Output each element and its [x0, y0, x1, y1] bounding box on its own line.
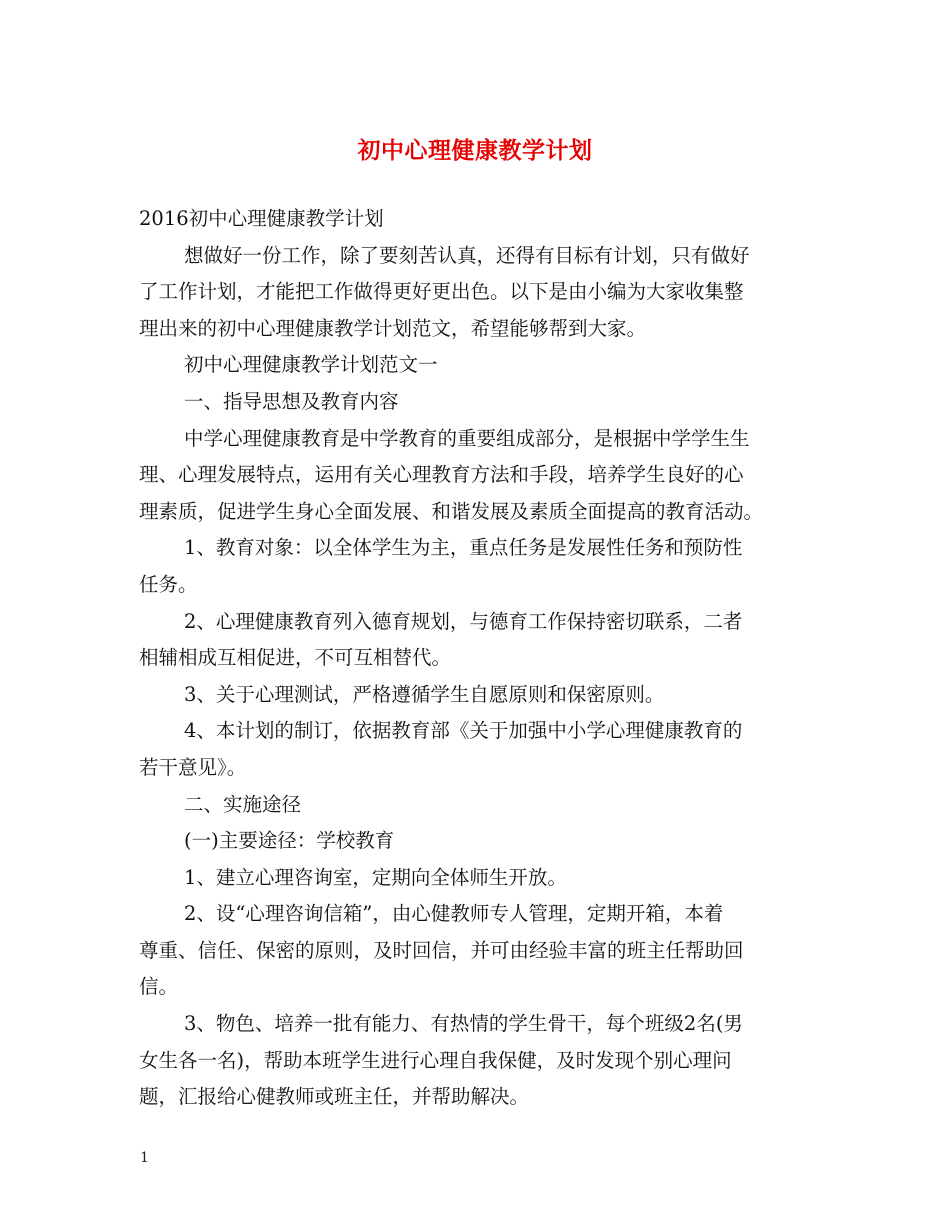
text-line: 理出来的初中心理健康教学计划范文，希望能够帮到大家。: [139, 316, 647, 340]
text-line: 想做好一份工作，除了要刻苦认真，还得有目标有计划，只有做好: [184, 243, 750, 267]
text-line: 4、本计划的制订，依据教育部《关于加强中小学心理健康教育的: [184, 719, 743, 743]
text-line: 女生各一名)，帮助本班学生进行心理自我保健，及时发现个别心理问: [139, 1048, 732, 1072]
document-body: [139, 201, 824, 1116]
text-line: 2、设“心理咨询信箱”，由心健教师专人管理，定期开箱，本着: [184, 902, 724, 926]
text-line: 二、实施途径: [184, 792, 302, 816]
text-line: 1、建立心理咨询室，定期向全体师生开放。: [184, 865, 567, 889]
text-line: (一)主要途径：学校教育: [184, 829, 395, 853]
text-line: 初中心理健康教学计划范文一: [184, 353, 438, 377]
text-line: 尊重、信任、保密的原则，及时回信，并可由经验丰富的班主任帮助回: [139, 938, 744, 962]
text-line: 了工作计划，才能把工作做得更好更出色。以下是由小编为大家收集整: [139, 280, 744, 304]
text-line: 中学心理健康教育是中学教育的重要组成部分，是根据中学学生生: [184, 426, 750, 450]
text-line: 任务。: [139, 572, 198, 596]
text-line: 题，汇报给心健教师或班主任，并帮助解决。: [139, 1085, 530, 1109]
text-line: 2016初中心理健康教学计划: [139, 207, 384, 230]
text-line: 3、关于心理测试，严格遵循学生自愿原则和保密原则。: [184, 682, 665, 706]
text-line: 3、物色、培养一批有能力、有热情的学生骨干，每个班级2名(男: [184, 1012, 743, 1036]
text-line: 理、心理发展特点，运用有关心理教育方法和手段，培养学生良好的心: [139, 463, 744, 487]
text-line: 1、教育对象：以全体学生为主，重点任务是发展性任务和预防性: [184, 536, 743, 560]
text-line: 相辅相成互相促进，不可互相替代。: [139, 646, 452, 670]
text-line: 信。: [139, 975, 179, 999]
page-number: 1: [140, 1150, 149, 1166]
document-title: 初中心理健康教学计划: [357, 137, 593, 164]
text-line: 2、心理健康教育列入德育规划，与德育工作保持密切联系，二者: [184, 609, 743, 633]
text-line: 理素质，促进学生身心全面发展、和谐发展及素质全面提高的教育活动。: [139, 499, 764, 523]
text-line: 一、指导思想及教育内容: [184, 389, 399, 413]
text-line: 若干意见》。: [139, 755, 247, 779]
